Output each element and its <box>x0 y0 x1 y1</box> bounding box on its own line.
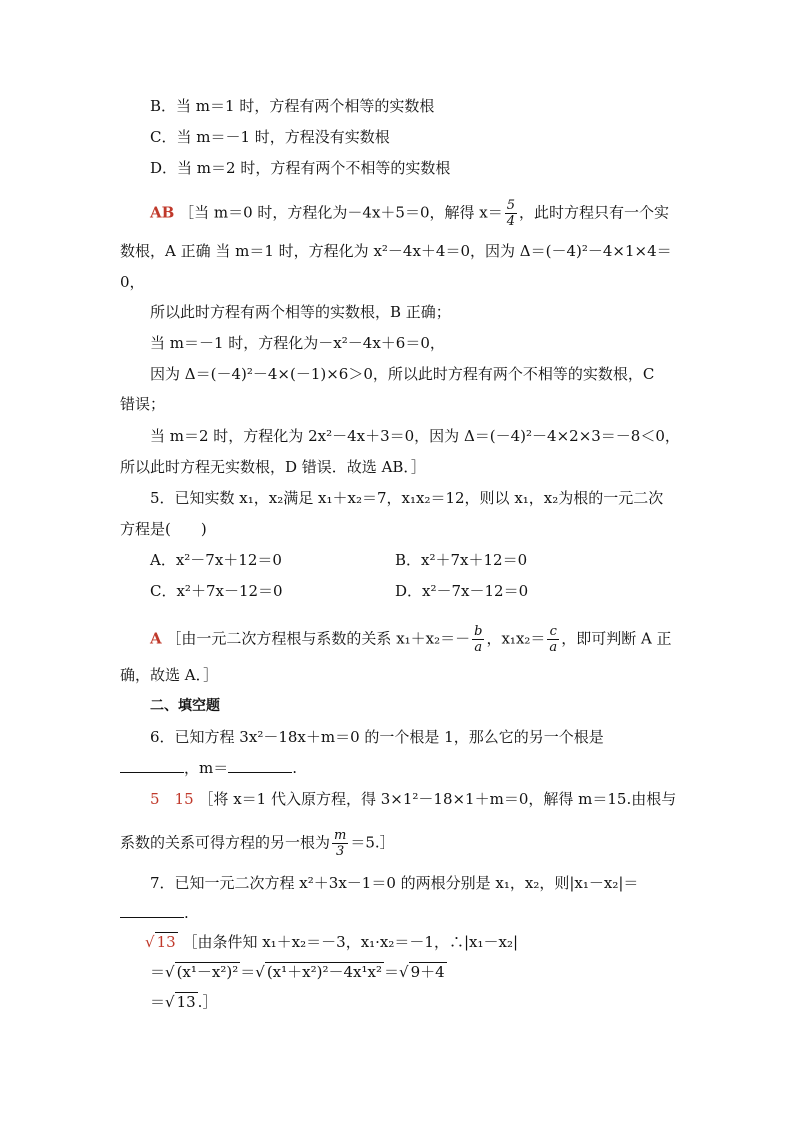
answer-text: ［由一元二次方程根与系数的关系 x₁＋x₂＝－ <box>166 629 471 648</box>
answer-text: ＝ <box>150 963 166 981</box>
fraction-denominator: a <box>549 640 558 655</box>
answer-key: 5 15 <box>150 790 194 808</box>
answer-blank <box>120 758 184 773</box>
radicand: 9＋4 <box>410 963 445 981</box>
answer-text: 系数的关系可得方程的另一根为 <box>120 833 331 852</box>
answer-blank <box>228 758 292 773</box>
fraction <box>472 624 484 655</box>
fraction-denominator: 4 <box>506 214 516 229</box>
radicand: 13 <box>156 933 176 951</box>
section-heading: 二、填空题 <box>150 698 220 714</box>
option-a: A．x²－7x＋12＝0 <box>150 551 282 569</box>
answer-text: .］ <box>197 993 218 1011</box>
fraction <box>505 198 517 229</box>
answer-q5-line1 <box>150 624 672 655</box>
answer-text: ＝ <box>240 963 256 981</box>
sqrt-symbol: √ (x¹－x²)² <box>165 963 239 981</box>
fraction-denominator: a <box>474 640 483 655</box>
answer-q4-line8: 当 m＝2 时，方程化为 2x²－4x＋3＝0，因为 Δ＝(－4)²－4×2×3＝－8＜0， <box>150 427 680 445</box>
radicand: 13 <box>176 993 196 1011</box>
answer-text: ，此时方程只有一个实 <box>519 203 670 222</box>
answer-text: ＝ <box>150 993 166 1011</box>
answer-q5-line2: 确，故选 A．］ <box>120 666 219 684</box>
answer-q4-line7: 错误； <box>120 395 166 413</box>
answer-q6-line1 <box>150 789 676 809</box>
sqrt-symbol: √ 13 <box>165 993 196 1011</box>
answer-text: ［由条件知 x₁＋x₂＝－3，x₁·x₂＝－1，∴|x₁－x₂| <box>182 933 519 951</box>
answer-q4-line4: 所以此时方程有两个相等的实数根，B 正确； <box>150 303 451 321</box>
answer-q7-line3 <box>150 992 217 1012</box>
answer-q7-line2 <box>150 962 447 982</box>
question-5-line2: 方程是( ) <box>120 520 207 538</box>
question-7-line2 <box>120 903 189 923</box>
answer-text: ，x₁x₂＝ <box>486 629 546 648</box>
fraction-denominator: 3 <box>336 844 345 859</box>
answer-text: ［当 m＝0 时，方程化为－4x＋5＝0，解得 x＝ <box>179 203 503 222</box>
sqrt-symbol: √ (x¹＋x²)²－4x¹x² <box>255 963 382 981</box>
answer-text: ［将 x＝1 代入原方程，得 3×1²－18×1＋m＝0，解得 m＝15.由根与 <box>198 790 677 808</box>
question-text: ，m＝ <box>184 759 229 777</box>
answer-text: ，即可判断 A 正 <box>561 629 672 648</box>
answer-blank <box>120 903 184 918</box>
question-5-line1: 5．已知实数 x₁，x₂满足 x₁＋x₂＝7，x₁x₂＝12，则以 x₁，x₂为根的一元二次 <box>150 489 664 507</box>
answer-q4-line9: 所以此时方程无实数根，D 错误．故选 AB．］ <box>120 458 426 476</box>
answer-text: ＝5.］ <box>350 833 395 852</box>
answer-key: AB <box>150 203 175 222</box>
answer-q4-line5: 当 m＝－1 时，方程化为－x²－4x＋6＝0， <box>150 334 445 352</box>
option-b: B．当 m＝1 时，方程有两个相等的实数根 <box>150 97 435 115</box>
question-text: . <box>292 759 298 777</box>
fraction <box>547 624 559 655</box>
fraction-numerator: 5 <box>506 198 516 213</box>
sqrt-symbol: √ 9＋4 <box>399 963 445 981</box>
option-c: C．当 m＝－1 时，方程没有实数根 <box>150 128 390 146</box>
answer-q7-line1 <box>145 932 518 952</box>
answer-text: ＝ <box>383 963 399 981</box>
option-d: D．当 m＝2 时，方程有两个不相等的实数根 <box>150 159 451 177</box>
option-c: C．x²＋7x－12＝0 <box>150 582 283 600</box>
option-b: B．x²＋7x＋12＝0 <box>395 551 528 569</box>
fraction-numerator: b <box>474 624 483 639</box>
answer-q4-line2: 数根，A 正确 当 m＝1 时，方程化为 x²－4x＋4＝0，因为 Δ＝(－4)²－4×1×4＝ <box>120 242 672 260</box>
radicand: (x¹－x²)² <box>176 963 239 981</box>
answer-q4-line3: 0， <box>120 273 145 291</box>
question-7-line1: 7．已知一元二次方程 x²＋3x－1＝0 的两根分别是 x₁，x₂，则|x₁－x₂|＝ <box>150 874 639 892</box>
radicand: (x¹＋x²)²－4x¹x² <box>266 963 382 981</box>
answer-key: A <box>150 629 162 648</box>
option-d: D．x²－7x－12＝0 <box>395 582 529 600</box>
question-text: . <box>184 904 189 922</box>
question-6-line2 <box>120 758 297 778</box>
answer-q6-line2 <box>120 828 395 859</box>
fraction-numerator: c <box>547 624 559 640</box>
fraction <box>332 828 348 859</box>
fraction-numerator: m <box>334 828 347 843</box>
answer-q4-line6: 因为 Δ＝(－4)²－4×(－1)×6＞0，所以此时方程有两个不相等的实数根，C <box>150 365 655 383</box>
sqrt-symbol: √ 13 <box>145 933 176 951</box>
question-6-line1: 6．已知方程 3x²－18x＋m＝0 的一个根是 1，那么它的另一个根是 <box>150 728 604 746</box>
answer-q4-line1 <box>150 198 669 229</box>
